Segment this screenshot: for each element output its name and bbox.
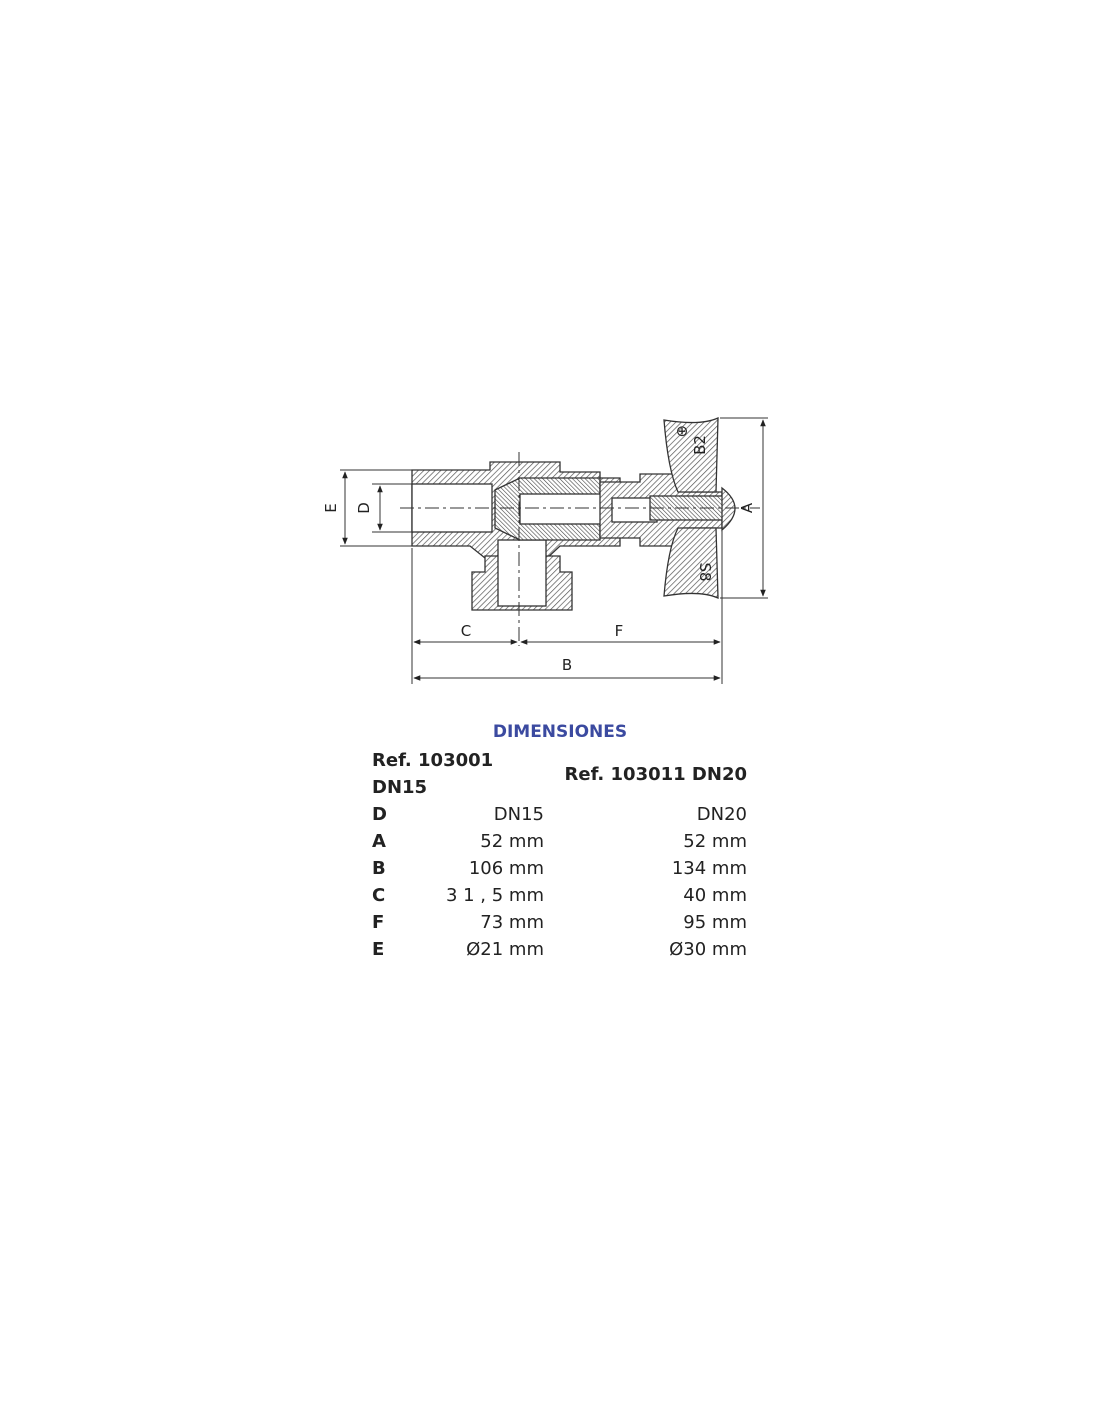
row-key: D <box>372 804 387 825</box>
row-value-dn15: Ø21 mm <box>466 939 544 960</box>
table-row <box>372 909 747 936</box>
row-key: E <box>372 939 385 960</box>
row-value-dn20: DN20 <box>696 804 747 825</box>
row-value-dn15: 106 mm <box>468 858 544 879</box>
row-key: F <box>372 912 385 933</box>
row-key: A <box>372 831 386 852</box>
table-row <box>372 801 747 828</box>
handle-mark-icon: ⊕ <box>675 422 689 440</box>
row-value-dn20: 40 mm <box>683 885 747 906</box>
table-row <box>372 855 747 882</box>
table-row <box>372 882 747 909</box>
row-value-dn15: DN15 <box>493 804 544 825</box>
label-b: B <box>561 656 573 674</box>
header-ref-dn15: Ref. 103001 DN15 <box>372 750 494 798</box>
header-ref-dn20: Ref. 103011 DN20 <box>564 763 747 785</box>
row-value-dn20: Ø30 mm <box>669 939 747 960</box>
label-f: F <box>614 622 624 640</box>
label-e: E <box>322 503 340 513</box>
row-value-dn20: 52 mm <box>683 831 747 852</box>
row-value-dn15: 3 1 , 5 mm <box>445 885 544 906</box>
label-a: A <box>738 502 756 514</box>
valve-body <box>412 418 735 610</box>
label-d: D <box>355 502 373 514</box>
handle-label-top: B2 <box>691 435 709 455</box>
table-header-row <box>372 747 747 801</box>
dimensions-table <box>372 747 747 963</box>
row-value-dn15: 52 mm <box>480 831 544 852</box>
row-value-dn15: 73 mm <box>480 912 544 933</box>
dimensions-title: DIMENSIONES <box>492 722 628 742</box>
row-value-dn20: 95 mm <box>683 912 747 933</box>
row-key: C <box>372 885 386 906</box>
row-key: B <box>372 858 386 879</box>
handle-label-bottom: S8 <box>696 562 714 582</box>
table-row <box>372 828 747 855</box>
label-c: C <box>460 622 472 640</box>
table-row <box>372 936 747 963</box>
row-value-dn20: 134 mm <box>671 858 747 879</box>
